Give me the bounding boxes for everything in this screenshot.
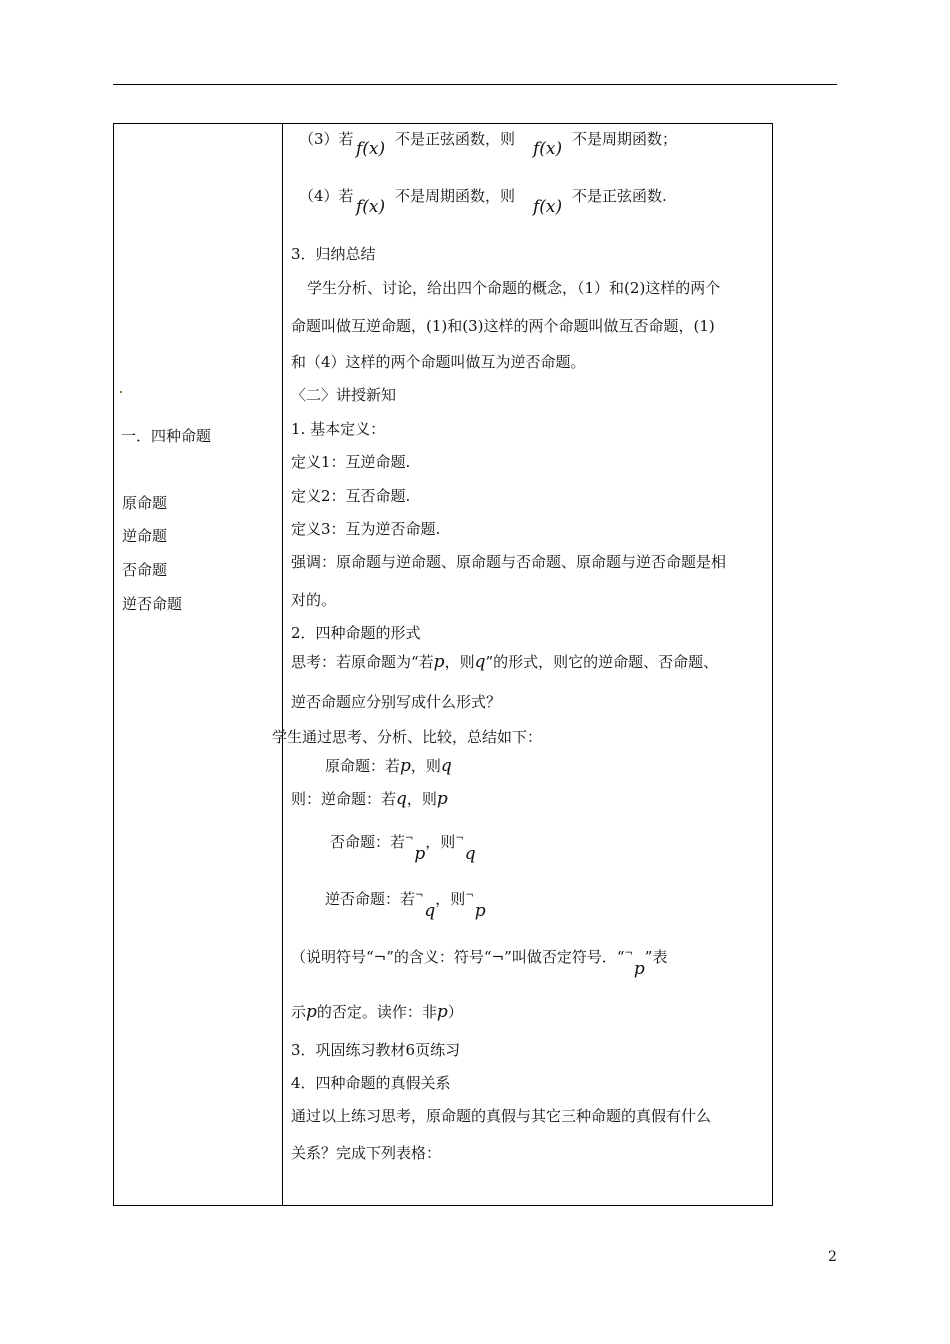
truth-line-2: 关系？完成下列表格： — [291, 1144, 442, 1162]
note-text: ） — [447, 1003, 463, 1021]
note-text: ”表 — [644, 948, 668, 966]
comma-ze: ，则 — [435, 890, 466, 908]
p-symbol: p — [436, 789, 448, 809]
negation-icon: ¬ — [491, 948, 505, 966]
definition-2: 定义2：互否命题. — [291, 487, 411, 505]
negation-icon: ¬ — [624, 948, 633, 959]
negation-icon: ¬ — [405, 833, 414, 844]
think-line-2: 逆否命题应分别写成什么形式？ — [291, 693, 502, 711]
note-text: ”叫做否定符号．“ — [504, 948, 625, 966]
inverse-form — [330, 829, 476, 864]
prop3-lead: （3）若 — [299, 130, 354, 148]
header-rule — [113, 84, 837, 85]
negation-icon: ¬ — [373, 948, 387, 966]
prop4-mid: 不是周期函数，则 — [395, 187, 516, 205]
p-symbol: p — [414, 844, 426, 864]
left-item-inverse: 否命题 — [122, 561, 168, 579]
think-text: ”的形式，则它的逆命题、否命题、 — [485, 653, 719, 671]
truth-title: 4．四种命题的真假关系 — [291, 1074, 451, 1092]
emphasis-line-2: 对的。 — [291, 591, 337, 609]
q-symbol: q — [424, 901, 436, 921]
left-item-converse: 逆命题 — [122, 527, 168, 545]
q-symbol: q — [396, 789, 407, 809]
original-form — [325, 756, 452, 776]
q-symbol: q — [440, 756, 452, 776]
negation-icon: ¬ — [415, 890, 424, 901]
summary-line-1: 学生分析、讨论，给出四个命题的概念，（1）和(2)这样的两个 — [307, 279, 721, 297]
student-summary: 学生通过思考、分析、比较，总结如下： — [272, 728, 543, 746]
forms-title: 2．四种命题的形式 — [291, 624, 421, 642]
prop3-mid: 不是正弦函数，则 — [395, 130, 516, 148]
definition-3: 定义3：互为逆否命题. — [291, 520, 441, 538]
stray-mark — [120, 391, 122, 393]
note-text: （说明符号“ — [291, 948, 374, 966]
think-text: 思考：若原命题为“若 — [291, 653, 434, 671]
converse-label: 则：逆命题：若 — [291, 790, 397, 808]
prop4-tail: 不是正弦函数. — [572, 187, 667, 205]
definition-1: 定义1：互逆命题. — [291, 453, 411, 471]
fx-math: f(x) — [533, 197, 563, 217]
prop4-lead: （4）若 — [299, 187, 354, 205]
page-number: 2 — [828, 1249, 837, 1265]
p-symbol: p — [400, 756, 411, 776]
summary-line-2: 命题叫做互逆命题，(1)和(3)这样的两个命题叫做互否命题，(1) — [291, 317, 715, 335]
left-item-original: 原命题 — [122, 494, 168, 512]
definition-title: 1. 基本定义： — [291, 420, 386, 438]
fx-math: f(x) — [356, 139, 386, 159]
left-heading: 一．四种命题 — [121, 427, 212, 445]
p-symbol: p — [633, 959, 645, 979]
q-symbol: q — [464, 844, 476, 864]
original-label: 原命题：若 — [325, 757, 401, 775]
converse-form — [291, 789, 448, 809]
contrapositive-form — [325, 886, 486, 921]
contrapositive-label: 逆否命题：若 — [325, 890, 416, 908]
p-symbol: p — [433, 652, 445, 672]
practice-line: 3．巩固练习教材6页练习 — [291, 1041, 461, 1059]
fx-math: f(x) — [533, 139, 563, 159]
comma-ze: ，则 — [406, 790, 437, 808]
p-symbol: p — [436, 1002, 448, 1022]
p-symbol: p — [474, 901, 486, 921]
comma-ze: ，则 — [425, 833, 456, 851]
section-heading: 〈二〉讲授新知 — [291, 386, 397, 404]
column-divider — [282, 123, 283, 1206]
inverse-label: 否命题：若 — [330, 833, 406, 851]
p-symbol: p — [306, 1002, 317, 1022]
note-line-2 — [291, 1002, 463, 1022]
emphasis-line-1: 强调：原命题与逆命题、原命题与否命题、原命题与逆否命题是相 — [291, 553, 727, 571]
q-symbol: q — [474, 652, 486, 672]
prop3-tail: 不是周期函数； — [572, 130, 678, 148]
truth-line-1: 通过以上练习思考，原命题的真假与其它三种命题的真假有什么 — [291, 1107, 712, 1125]
comma-ze: ，则 — [410, 757, 441, 775]
left-item-contrapositive: 逆否命题 — [122, 595, 183, 613]
note-text: 的否定。读作：非 — [316, 1003, 437, 1021]
note-line-1 — [291, 944, 668, 979]
think-text: ，则 — [444, 653, 475, 671]
negation-icon: ¬ — [455, 833, 464, 844]
fx-math: f(x) — [356, 197, 386, 217]
summary-title: 3．归纳总结 — [291, 245, 376, 263]
summary-line-3: 和（4）这样的两个命题叫做互为逆否命题。 — [291, 353, 586, 371]
note-text: 示 — [291, 1003, 307, 1021]
note-text: ”的含义：符号“ — [386, 948, 492, 966]
think-line-1 — [291, 652, 718, 672]
negation-icon: ¬ — [465, 890, 474, 901]
